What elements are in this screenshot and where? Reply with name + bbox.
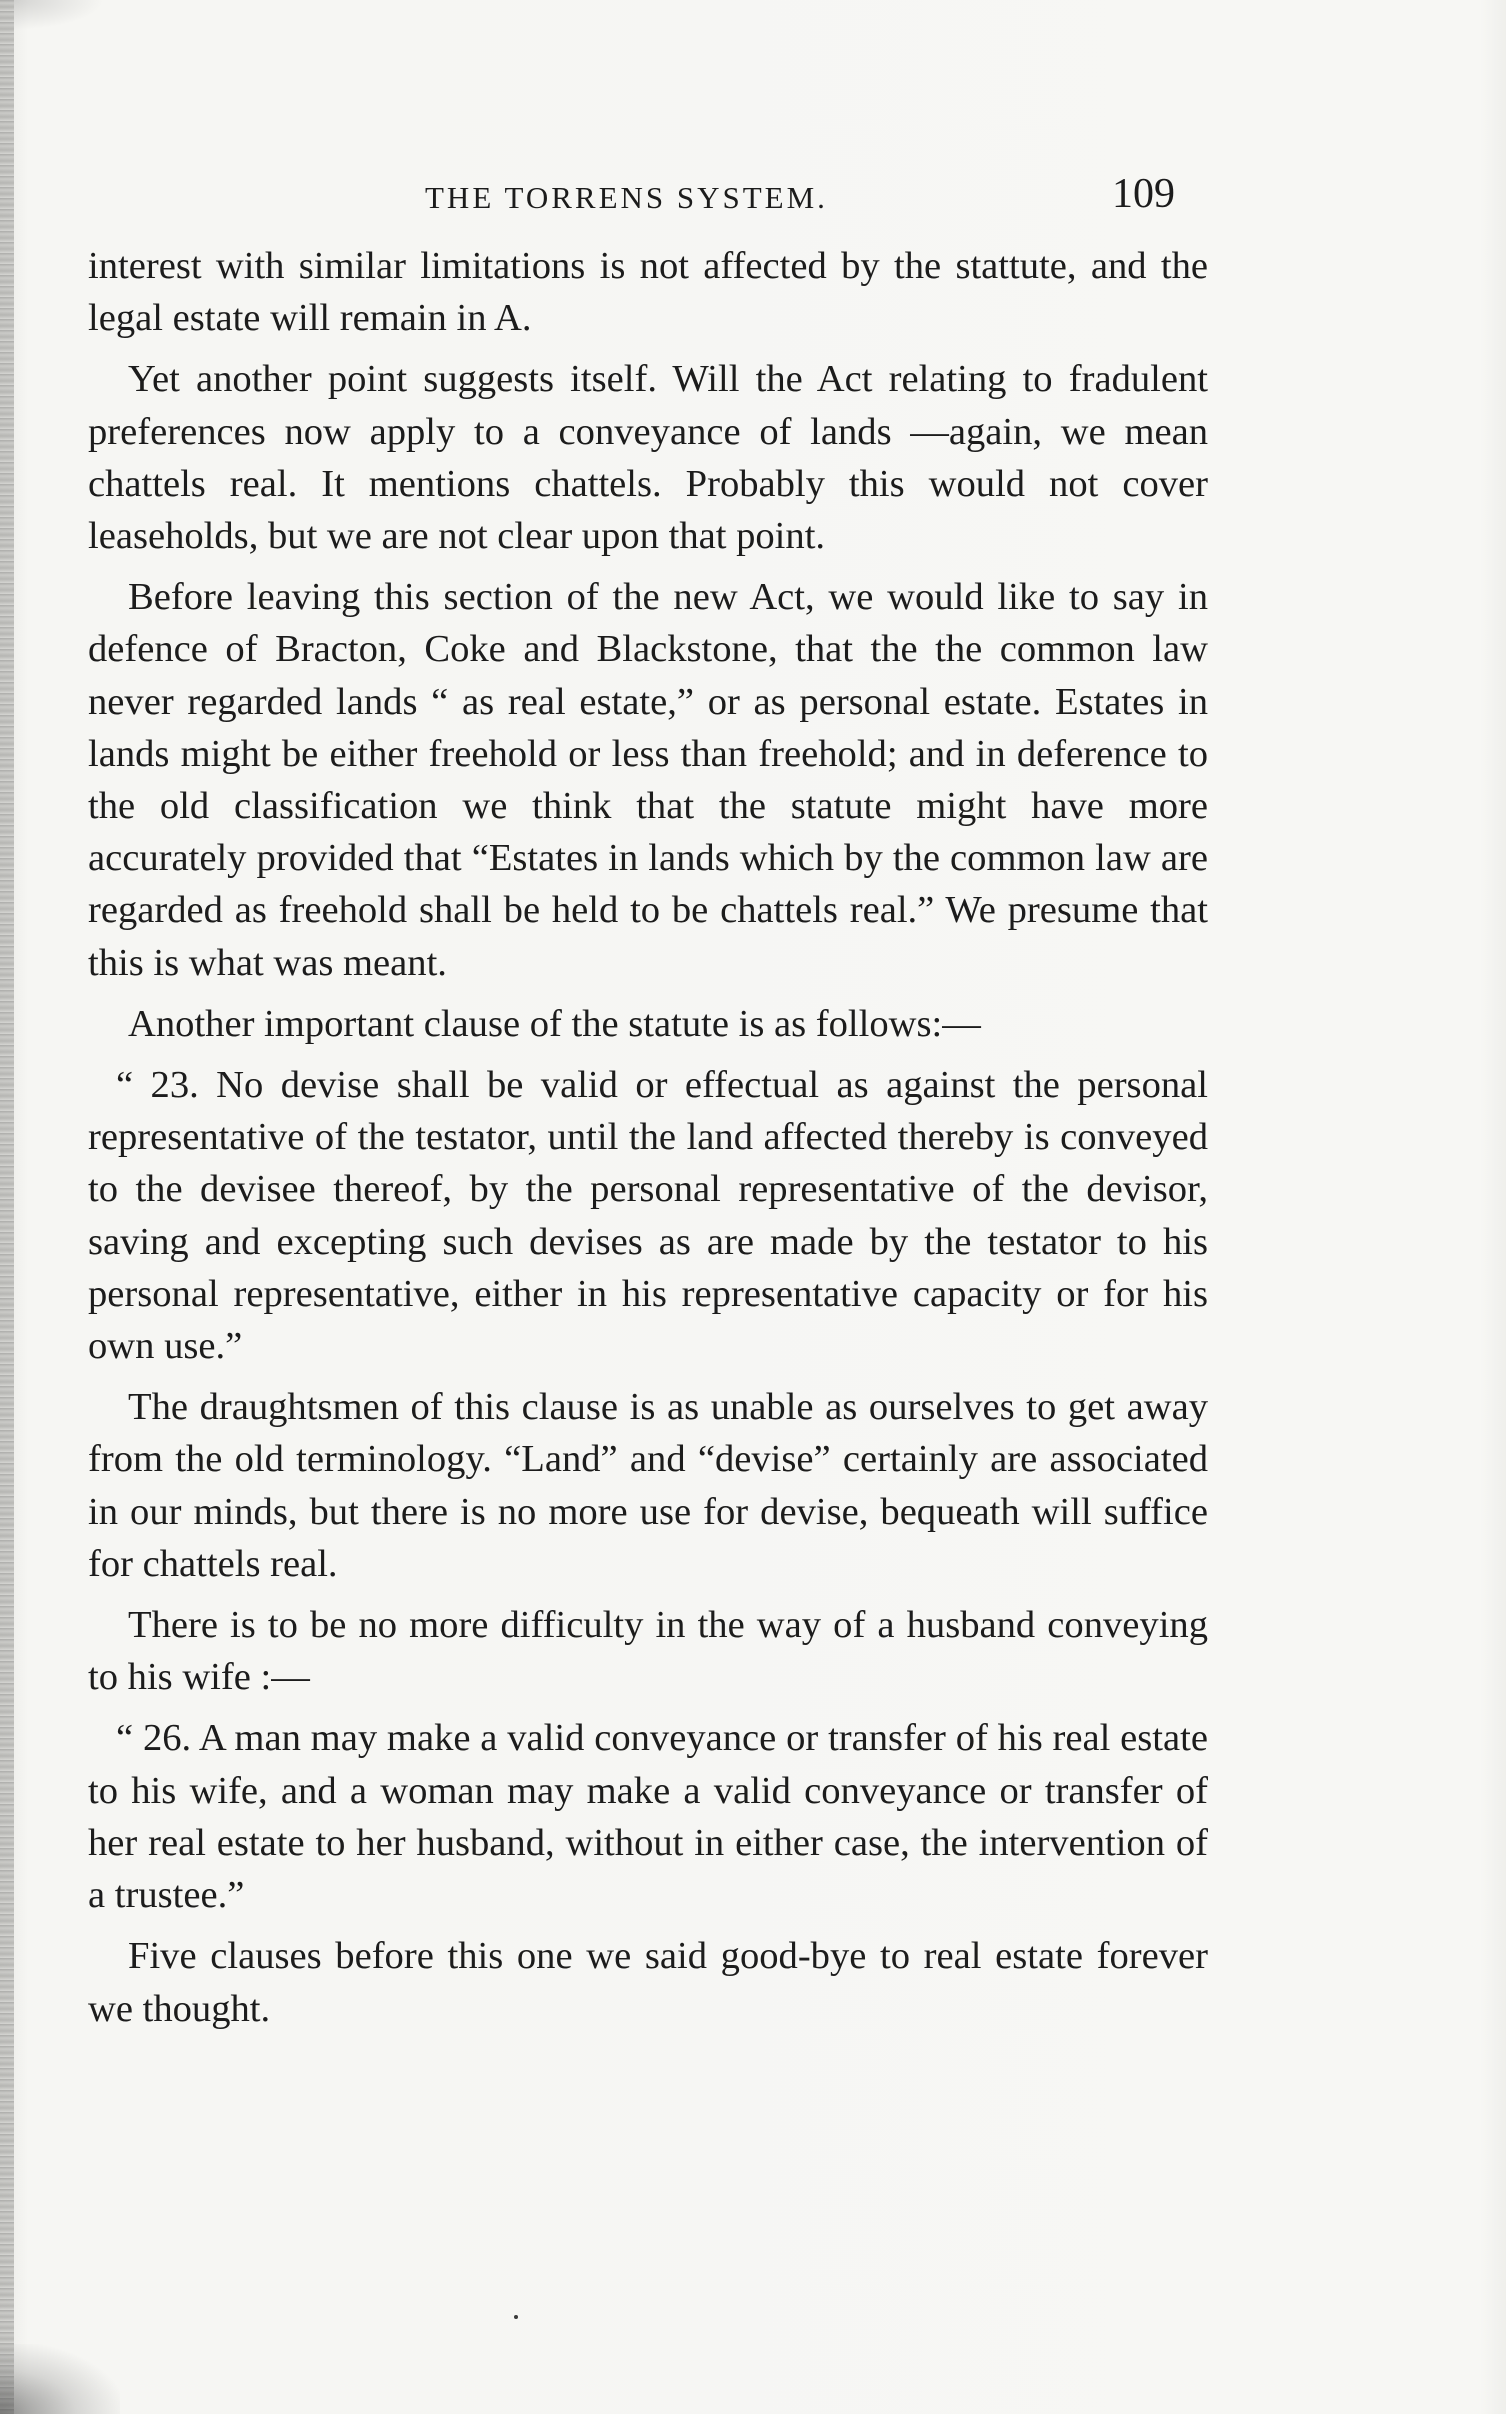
quoted-clause-23: “ 23. No devise shall be valid or effectual as against the personal representative of the testator, until the land affected thereby is conveyed to the devisee thereof, by the personal representative of the devisor, saving and excepting such devises as are made by the testator to his personal representative, either in his representative capacity or for his own use.” <box>88 1064 1208 1368</box>
footer-dot <box>514 2315 518 2319</box>
page-number: 109 <box>1112 171 1175 217</box>
scan-smudge-corner <box>0 2344 120 2414</box>
paragraph-five-clauses: Five clauses before this one we said good-bye to real estate forever we thought. <box>88 1935 1208 2030</box>
scan-smudge-top <box>14 0 104 30</box>
paragraph-husband-conveying: There is to be no more difficulty in the way of a husband conveying to his wife :— <box>88 1604 1208 1699</box>
quoted-clause-26: “ 26. A man may make a valid conveyance or transfer of his real estate to his wife, and a woman may make a valid conveyance or transfer of her real estate to her husband, without in either case, the intervention of a trustee.” <box>88 1717 1208 1917</box>
paragraph-continuation: interest with similar limitations is not affected by the stattute, and the legal estate will remain in A. <box>88 245 1208 340</box>
paragraph-important-clause-intro: Another important clause of the statute is as follows:— <box>128 1002 981 1045</box>
page-header <box>0 171 1506 236</box>
running-head: THE TORRENS SYSTEM. <box>425 180 828 215</box>
paragraph-draughtsmen: The draughtsmen of this clause is as unable as ourselves to get away from the old terminology. “Land” and “devise” certainly are associated in our minds, but there is no more use for devise, bequeath will suffice for chattels real. <box>88 1386 1208 1585</box>
paragraph-fraudulent-preferences: Yet another point suggests itself. Will the Act relating to fradulent preferences now apply to a conveyance of lands —again, we mean chattels real. It mentions chattels. Probably this would not cover leaseholds, but we are not clear upon that point. <box>88 358 1208 558</box>
paragraph-bracton-coke-blackstone: Before leaving this section of the new Act, we would like to say in defence of Bracton, Coke and Blackstone, that the the common law never regarded lands “ as real estate,” or as personal estate. Estates in lands might be either freehold or less than freehold; and in deference to the old classification we think that the statute might have more accurately provided that “Estates in lands which by the common law are regarded as freehold shall be held to be chattels real.” We presume that this is what was meant. <box>88 576 1208 984</box>
page-binding-edge <box>0 0 14 2414</box>
page-body <box>88 240 1208 2044</box>
